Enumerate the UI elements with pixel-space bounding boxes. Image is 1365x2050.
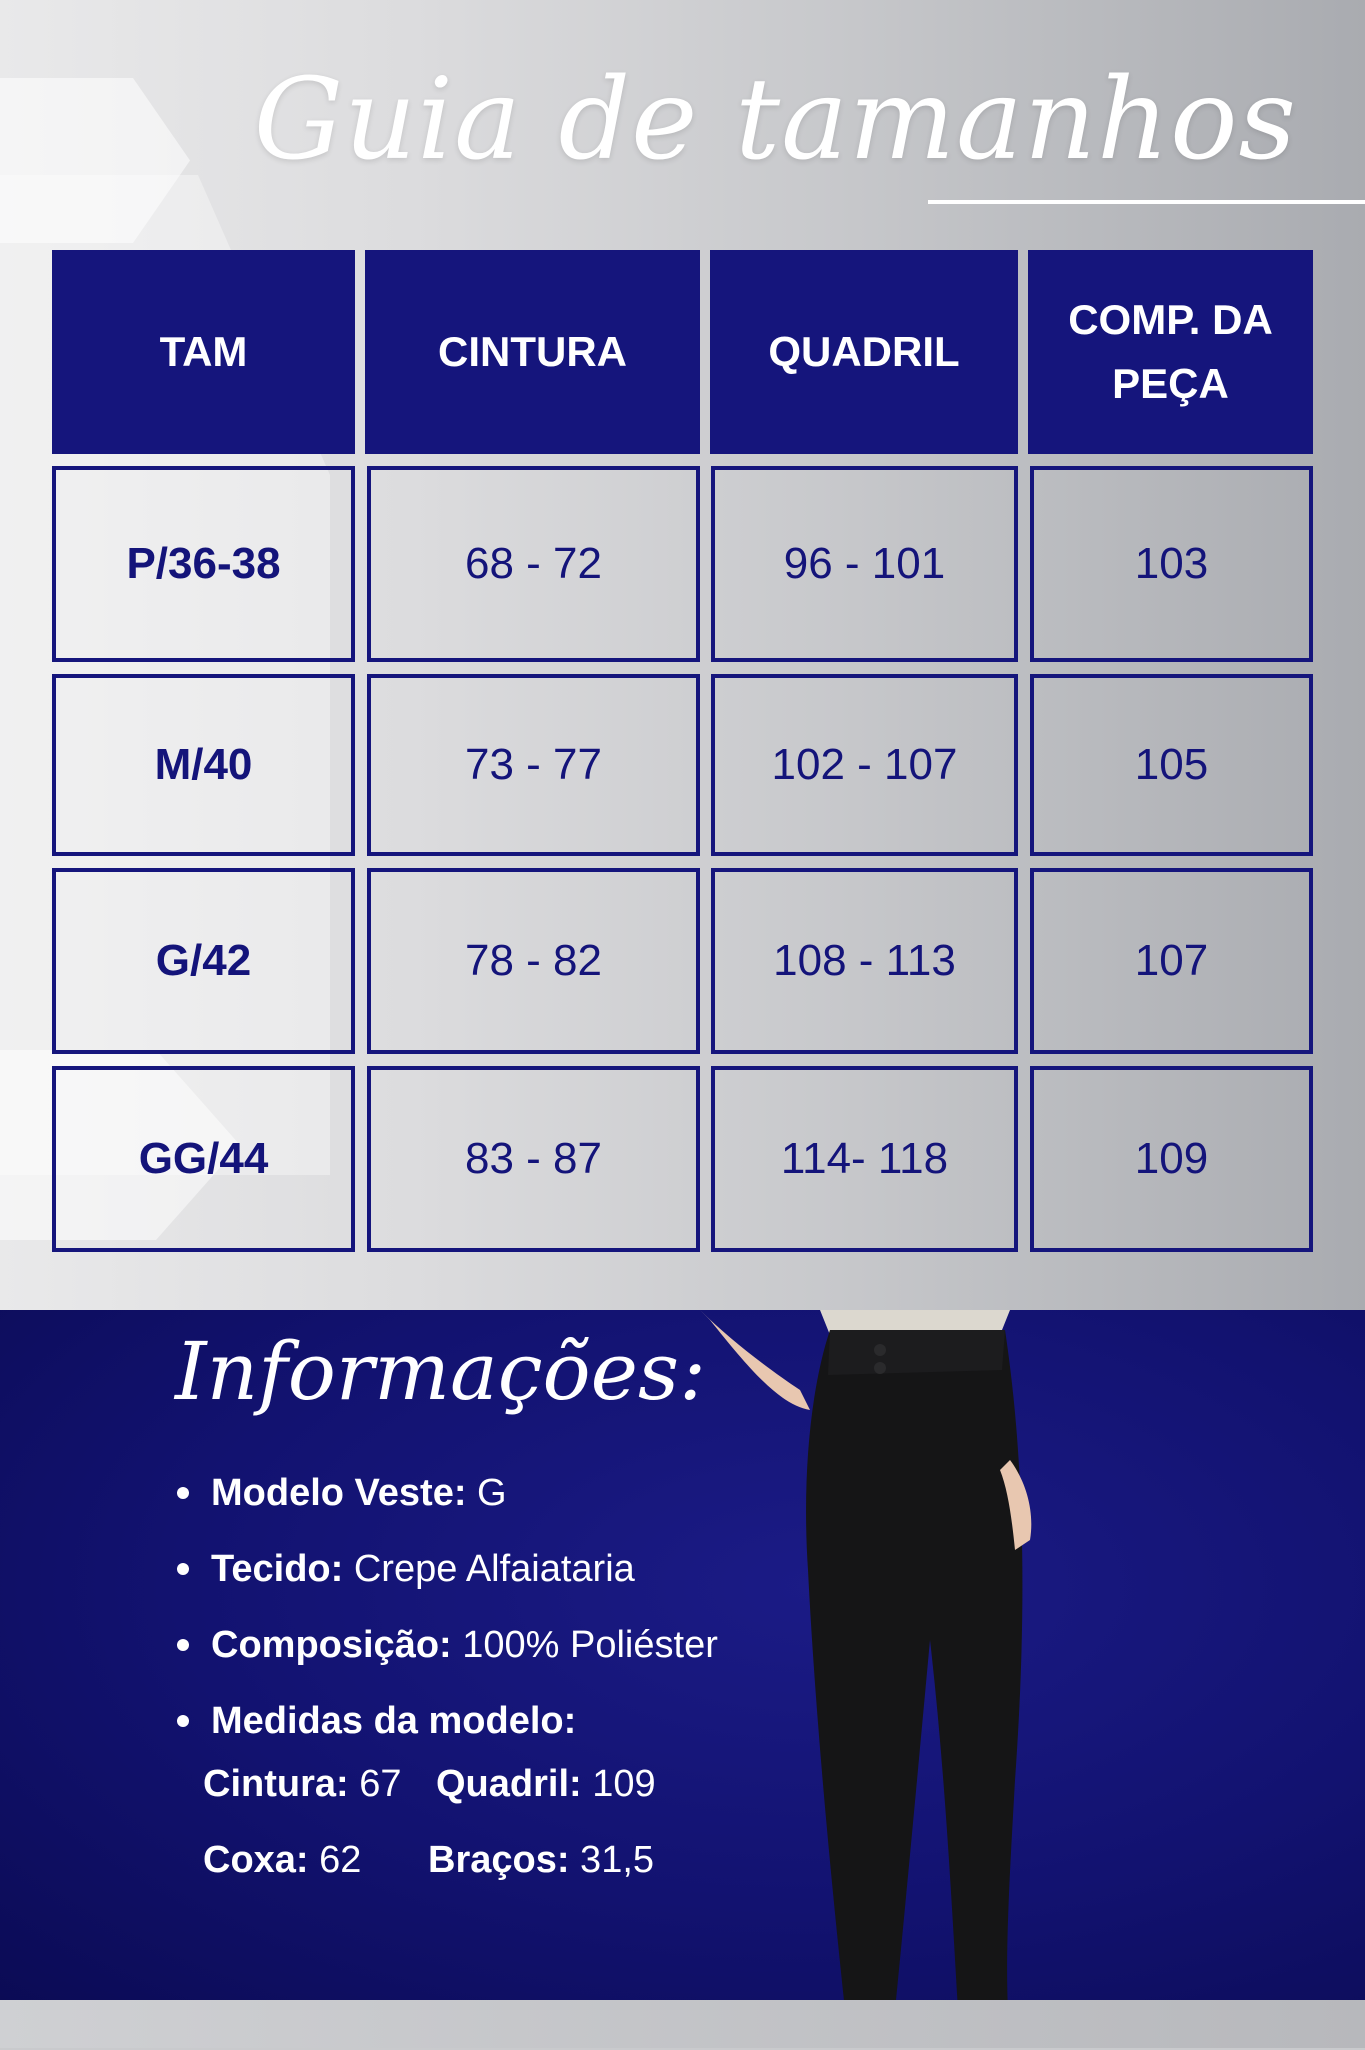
measure-arms	[428, 1839, 654, 1882]
info-label: Modelo Veste:	[211, 1472, 467, 1514]
table-header-size: TAM	[52, 250, 355, 454]
table-cell-length: 103	[1030, 466, 1313, 662]
page-title: Guia de tamanhos	[253, 55, 1297, 185]
bottom-strip	[0, 2000, 1365, 2048]
info-value: Crepe Alfaiataria	[343, 1548, 635, 1590]
table-cell-hip: 108 - 113	[711, 868, 1018, 1054]
table-cell-size: M/40	[52, 674, 355, 856]
table-cell-hip: 96 - 101	[711, 466, 1018, 662]
measure-label: Cintura:	[203, 1763, 349, 1805]
measure-value: 62	[308, 1839, 362, 1881]
table-cell-hip: 102 - 107	[711, 674, 1018, 856]
table-header-length: COMP. DA PEÇA	[1028, 250, 1313, 454]
info-label: Medidas da modelo:	[211, 1700, 577, 1742]
table-cell-size: G/42	[52, 868, 355, 1054]
table-cell-waist: 73 - 77	[367, 674, 700, 856]
measure-value: 109	[581, 1763, 656, 1805]
table-cell-hip: 114- 118	[711, 1066, 1018, 1252]
measure-value: 67	[348, 1763, 402, 1805]
info-list	[175, 1455, 718, 1759]
table-cell-waist: 68 - 72	[367, 466, 700, 662]
table-cell-size: GG/44	[52, 1066, 355, 1252]
info-value: G	[466, 1472, 507, 1514]
model-photo	[690, 1310, 1110, 2050]
info-value: 100% Poliéster	[451, 1624, 718, 1666]
table-cell-length: 109	[1030, 1066, 1313, 1252]
table-cell-waist: 78 - 82	[367, 868, 700, 1054]
info-label: Composição:	[211, 1624, 452, 1666]
measure-thigh	[203, 1839, 361, 1882]
measure-label: Braços:	[428, 1839, 570, 1881]
measure-waist	[203, 1763, 401, 1806]
measure-value: 31,5	[569, 1839, 655, 1881]
table-header-waist: CINTURA	[365, 250, 700, 454]
measure-hip	[436, 1763, 656, 1806]
info-label: Tecido:	[211, 1548, 344, 1590]
table-header-hip: QUADRIL	[710, 250, 1018, 454]
table-cell-length: 105	[1030, 674, 1313, 856]
table-cell-waist: 83 - 87	[367, 1066, 700, 1252]
list-item	[175, 1531, 718, 1607]
list-item	[175, 1607, 718, 1683]
table-cell-size: P/36-38	[52, 466, 355, 662]
list-item	[175, 1455, 718, 1531]
measure-label: Quadril:	[436, 1763, 582, 1805]
measure-label: Coxa:	[203, 1839, 309, 1881]
list-item	[175, 1683, 718, 1759]
info-heading: Informações:	[175, 1325, 707, 1418]
table-cell-length: 107	[1030, 868, 1313, 1054]
